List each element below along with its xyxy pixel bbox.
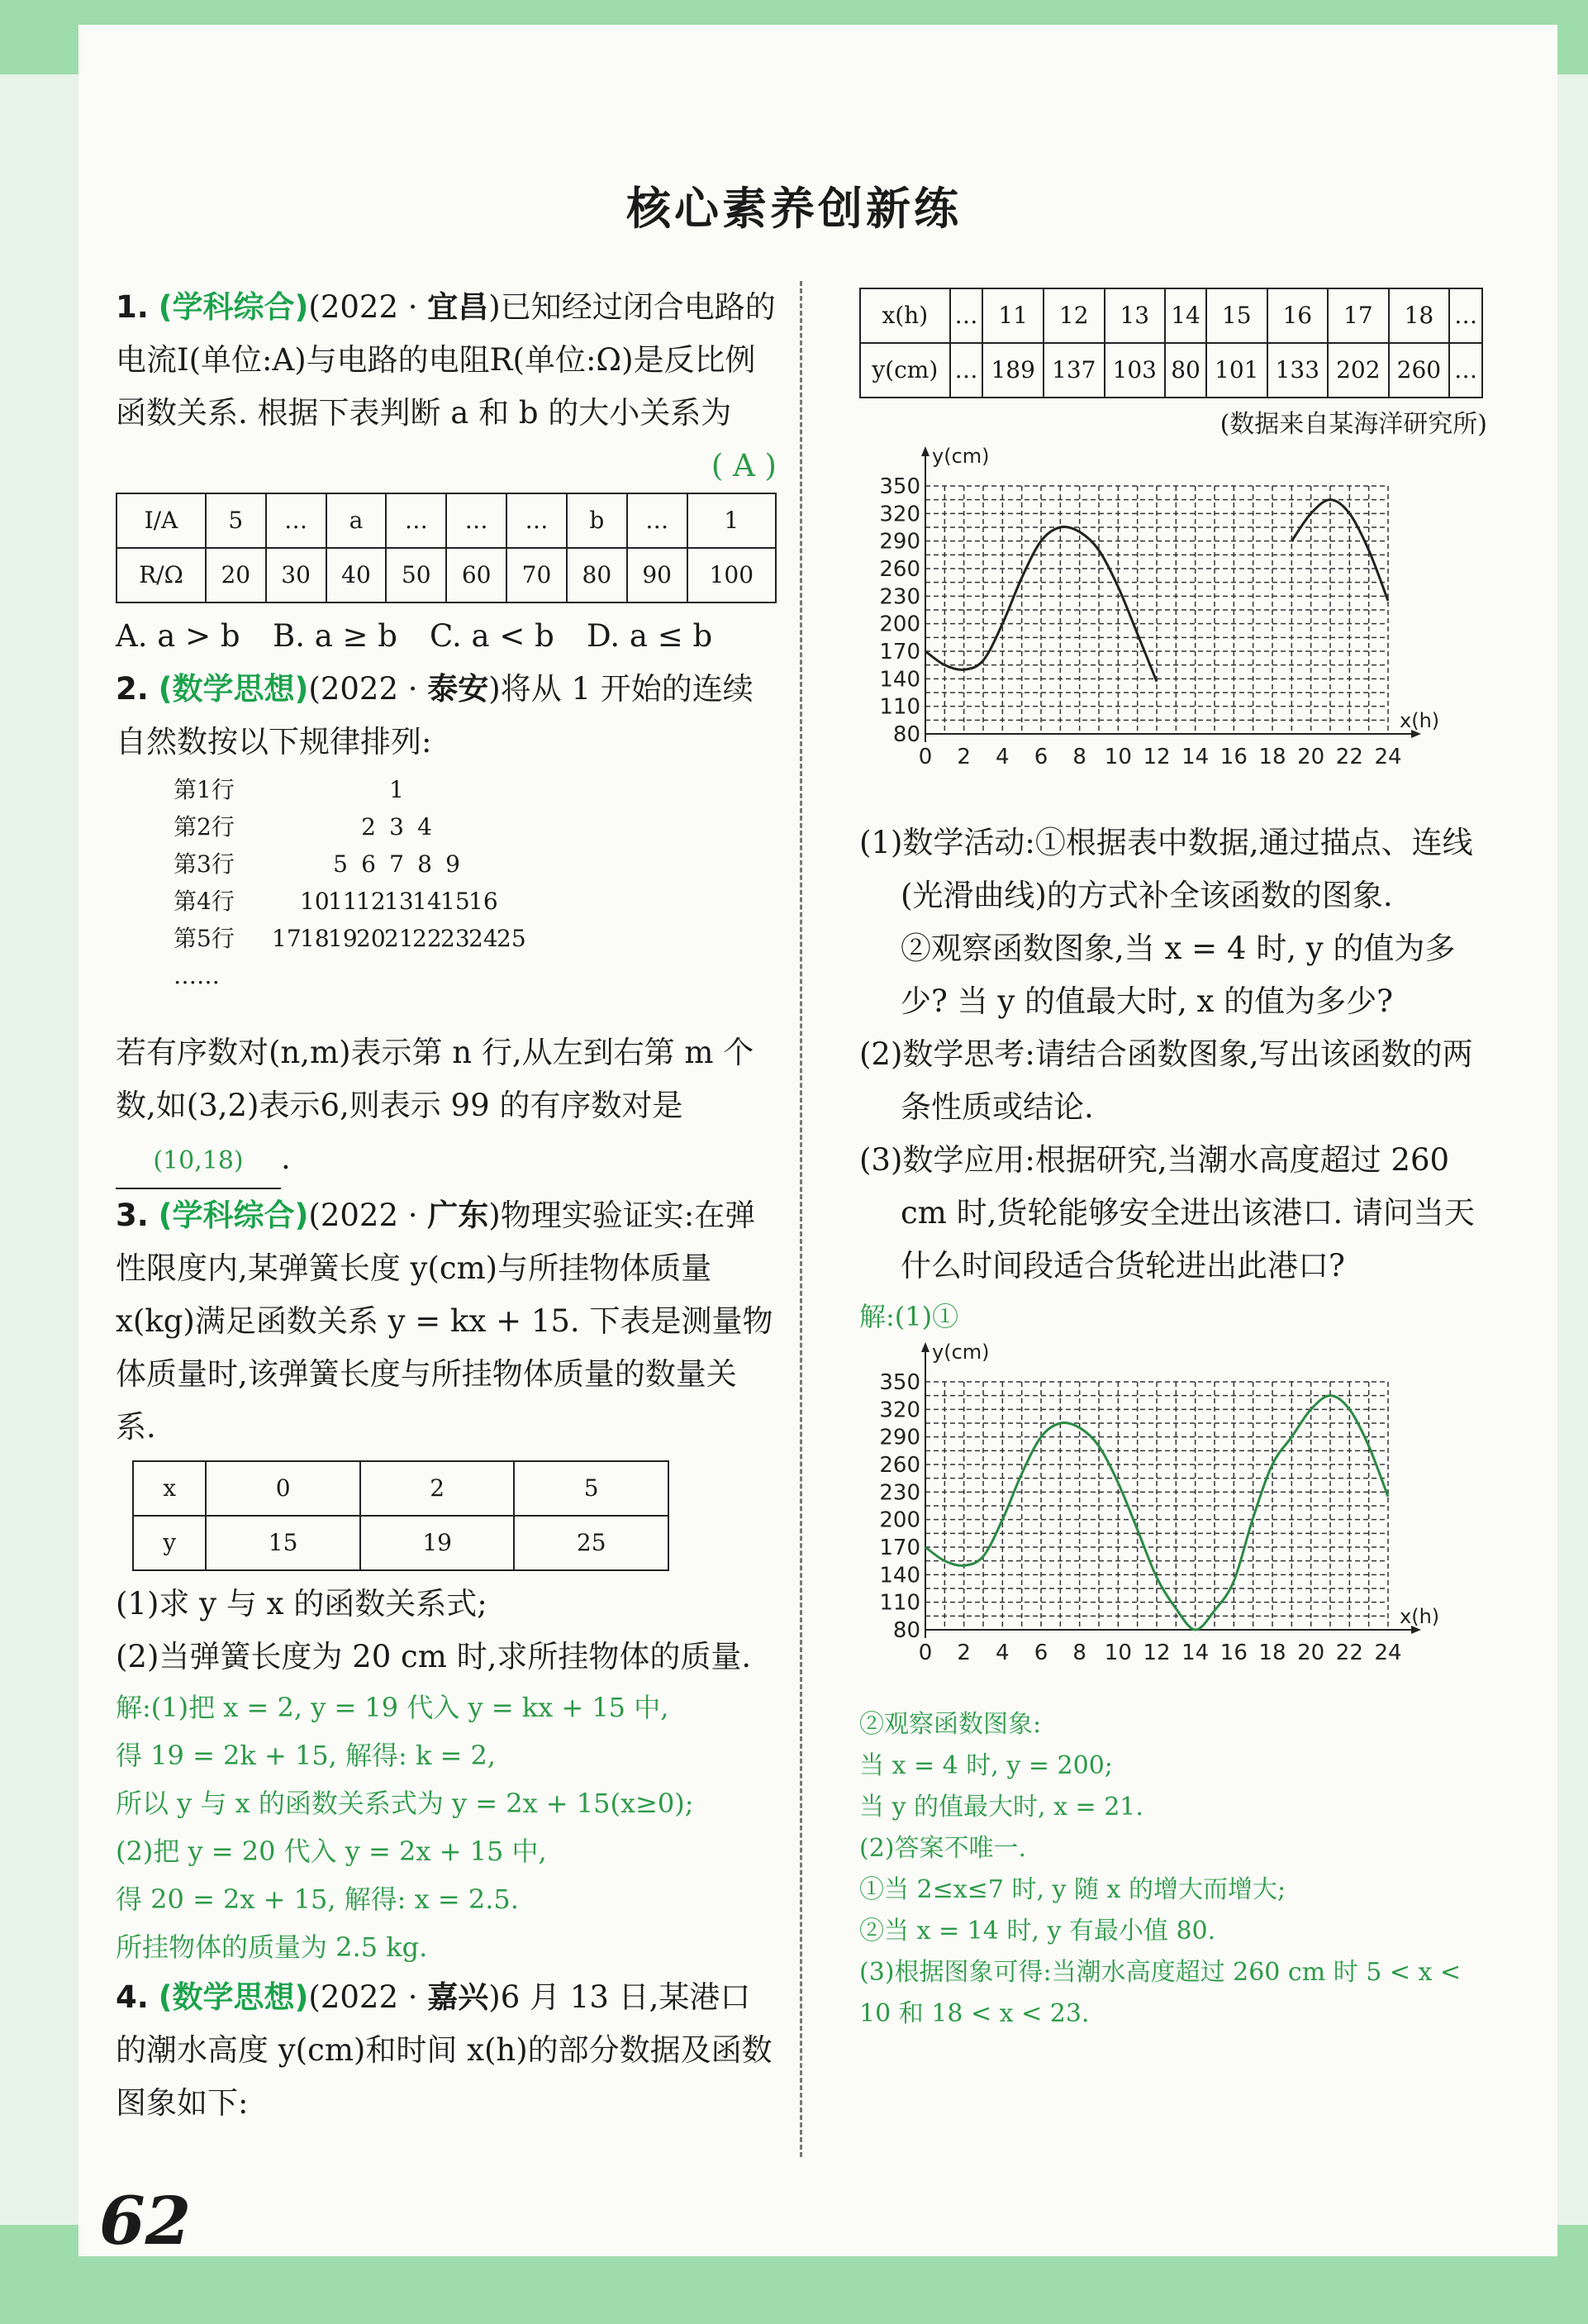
q4-sol-line: (2)答案不唯一. — [859, 1834, 1027, 1863]
x-axis-label: x(h) — [1400, 1605, 1440, 1628]
x-tick-label: 2 — [957, 745, 971, 769]
q4-table-cell: 80 — [1165, 343, 1206, 398]
q4-sol-line: ①当 2≤x≤7 时, y 随 x 的增大而增大; — [859, 1875, 1286, 1904]
y-tick-label: 110 — [879, 694, 920, 720]
q4-table-cell: … — [1449, 288, 1482, 343]
q1-table-cell: 90 — [627, 548, 687, 602]
q1-table-cell: … — [446, 493, 506, 548]
q4-table-cell: 12 — [1044, 288, 1105, 343]
y-tick-label: 170 — [879, 640, 920, 664]
q1-table-cell: I/A — [116, 493, 206, 548]
q4-sol-line: (3)根据图象可得:当潮水高度超过 260 cm 时 5 < x < 10 和 18 < x < 23. — [859, 1958, 1462, 2028]
q1-text: 已知经过闭合电路的电流I(单位:A)与电路的电阻R(单位:Ω)是反比例函数关系. 根据下表判断 a 和 b 的大小关系为 — [116, 289, 776, 431]
q2-number: 4 — [417, 813, 432, 841]
q1-choice-d: D. a ≤ b — [587, 618, 713, 654]
x-tick-label: 24 — [1374, 745, 1402, 769]
q4-table — [859, 288, 1483, 398]
x-axis-label: x(h) — [1400, 709, 1440, 732]
q2-text: 将从 1 开始的连续自然数按以下规律排列: — [116, 671, 754, 760]
q1-table — [116, 493, 777, 603]
q1-choice-a: A. a > b — [116, 618, 240, 654]
x-tick-label: 0 — [918, 1641, 933, 1665]
q3-sol-line: 得 20 = 2x + 15, 解得: x = 2.5. — [116, 1883, 519, 1915]
q1-choice-b: B. a ≥ b — [273, 618, 397, 654]
y-tick-label: 350 — [879, 474, 920, 499]
q2-part2 — [116, 1026, 777, 1189]
q1-table-cell: a — [326, 493, 387, 548]
q4-text: 6 月 13 日,某港口的潮水高度 y(cm)和时间 x(h)的部分数据及函数图象如下: — [116, 1979, 773, 2121]
q4-source-pre: (2022 · — [308, 1979, 428, 2015]
y-tick-label: 200 — [879, 612, 920, 637]
q4-table-cell: … — [950, 288, 983, 343]
q3-sol-line: 所挂物体的质量为 2.5 kg. — [116, 1931, 428, 1963]
left-column — [116, 281, 777, 2130]
y-tick-label: 140 — [879, 667, 920, 693]
q2-number: 20 — [356, 925, 386, 952]
page-title: 核心素养创新练 — [626, 183, 962, 235]
q3-sub1: (1)求 y 与 x 的函数关系式; — [116, 1586, 487, 1622]
q4-sol-line: 当 y 的值最大时, x = 21. — [859, 1793, 1143, 1822]
q4-table-cell: … — [1449, 343, 1482, 398]
q2-number: 15 — [440, 888, 470, 915]
x-tick-label: 22 — [1335, 1641, 1363, 1665]
y-tick-label: 230 — [879, 584, 920, 610]
x-tick-label: 8 — [1072, 1641, 1086, 1665]
y-tick-label: 170 — [879, 1536, 920, 1560]
q3-tag: (学科综合) — [158, 1198, 309, 1233]
x-tick-label: 14 — [1181, 1641, 1210, 1665]
q3-table — [132, 1460, 669, 1571]
y-tick-label: 290 — [879, 1425, 920, 1450]
q3-sol-line: 所以 y 与 x 的函数关系式为 y = 2x + 15(x≥0); — [116, 1788, 694, 1819]
q2-number: 21 — [384, 925, 414, 952]
q4-part1b: ②观察函数图象,当 x = 4 时, y 的值为多少? 当 y 的值最大时, x 的值为多少? — [901, 931, 1456, 1019]
y-tick-label: 200 — [879, 1507, 920, 1533]
y-tick-label: 140 — [879, 1563, 920, 1588]
q2-row-label: 第5行 — [174, 925, 235, 952]
x-tick-label: 2 — [957, 1641, 971, 1665]
q3-source-post: ) — [488, 1198, 501, 1233]
x-tick-label: 6 — [1034, 1641, 1048, 1665]
y-axis-arrow — [921, 446, 930, 456]
q2-number: 16 — [468, 888, 498, 915]
q2-text2: 若有序数对(n,m)表示第 n 行,从左到右第 m 个数,如(3,2)表示6,则表示 99 的有序数对是 — [116, 1035, 754, 1123]
q4-table-cell: 13 — [1105, 288, 1166, 343]
y-tick-label: 230 — [879, 1480, 920, 1506]
q4-table-cell: 17 — [1328, 288, 1389, 343]
q1-table-cell: 80 — [567, 548, 627, 602]
y-axis-label: y(cm) — [932, 445, 990, 468]
q3-sub2: (2)当弹簧长度为 20 cm 时,求所挂物体的质量. — [116, 1639, 752, 1674]
y-tick-label: 350 — [879, 1370, 920, 1395]
q1-table-cell: b — [567, 493, 627, 548]
q2-source-pre: (2022 · — [308, 671, 428, 707]
q2-number: 5 — [333, 850, 348, 878]
q3-table-cell: 19 — [360, 1516, 515, 1570]
x-tick-label: 10 — [1104, 745, 1132, 769]
q4-sol-line: ②观察函数图象: — [859, 1710, 1042, 1739]
q4-part1: (1)数学活动:①根据表中数据,通过描点、连线(光滑曲线)的方式补全该函数的图象. — [859, 825, 1473, 913]
q2-number: 10 — [300, 888, 330, 915]
q4-table-cell: 11 — [982, 288, 1044, 343]
q3-table-cell: 0 — [206, 1461, 360, 1516]
q3-sol-line: 得 19 = 2k + 15, 解得: k = 2, — [116, 1740, 497, 1771]
q3-sol-line: 解:(1)把 x = 2, y = 19 代入 y = kx + 15 中, — [116, 1692, 669, 1723]
q3-table-cell: 25 — [514, 1516, 668, 1570]
q2-number: 7 — [389, 850, 404, 878]
q4-table-cell: 202 — [1328, 343, 1389, 398]
q2-number: 1 — [389, 776, 404, 803]
q1-table-cell: R/Ω — [116, 548, 206, 602]
y-tick-label: 80 — [892, 722, 920, 747]
q3-table-cell: x — [133, 1461, 206, 1516]
q2-number: 9 — [445, 850, 460, 878]
x-tick-label: 24 — [1374, 1641, 1402, 1665]
q2-number: 13 — [384, 888, 414, 915]
q4-table-cell: 18 — [1389, 288, 1450, 343]
q2-number-triangle — [116, 774, 777, 1022]
x-tick-label: 10 — [1104, 1641, 1132, 1665]
q4-table-cell: 133 — [1267, 343, 1329, 398]
q2-source-post: ) — [488, 671, 501, 707]
question-1 — [116, 281, 777, 483]
q3-source-pre: (2022 · — [308, 1198, 428, 1233]
y-tick-label: 290 — [879, 529, 920, 555]
q2-source-city: 泰安 — [427, 671, 489, 707]
q2-number: 17 — [272, 925, 302, 952]
q1-table-cell: 60 — [446, 548, 506, 602]
q1-table-cell: … — [627, 493, 687, 548]
q1-table-cell: 100 — [687, 548, 776, 602]
y-tick-label: 110 — [879, 1590, 920, 1616]
q2-number: 18 — [300, 925, 330, 952]
q4-table-cell: 137 — [1044, 343, 1105, 398]
q2-row-label: …… — [174, 962, 220, 989]
x-tick-label: 18 — [1258, 1641, 1286, 1665]
y-tick-label: 80 — [892, 1618, 920, 1643]
q4-part2: (2)数学思考:请结合函数图象,写出该函数的两条性质或结论. — [859, 1036, 1473, 1125]
series-line-full — [925, 1396, 1388, 1630]
q4-table-cell: 16 — [1267, 288, 1329, 343]
q2-number: 19 — [328, 925, 358, 952]
series-line-part2 — [1291, 500, 1388, 601]
q2-number: 25 — [497, 925, 526, 952]
q1-table-cell: 20 — [206, 548, 266, 602]
q2-row-label: 第3行 — [174, 850, 235, 878]
q3-table-cell: 15 — [206, 1516, 360, 1570]
q2-row-label: 第1行 — [174, 776, 235, 803]
q4-part3: (3)数学应用:根据研究,当潮水高度超过 260 cm 时,货轮能够安全进出该港口. 请问当天什么时间段适合货轮进出此港口? — [859, 1142, 1475, 1283]
q4-source-post: ) — [488, 1979, 501, 2015]
q2-end: . — [281, 1141, 291, 1176]
q4-solution-head: 解:(1)① — [859, 1301, 959, 1332]
q4-table-cell: 103 — [1105, 343, 1166, 398]
x-tick-label: 6 — [1034, 745, 1048, 769]
x-tick-label: 16 — [1220, 745, 1248, 769]
q1-table-cell: … — [266, 493, 326, 548]
q2-row-label: 第4行 — [174, 888, 235, 915]
q1-choice-c: C. a < b — [430, 618, 554, 654]
q2-number: 3 — [389, 813, 404, 841]
q1-table-cell: 1 — [687, 493, 776, 548]
q1-choices — [116, 610, 777, 663]
q2-number: 24 — [468, 925, 498, 952]
q4-source-city: 嘉兴 — [427, 1979, 489, 2015]
q4-table-cell: … — [950, 343, 983, 398]
q1-table-cell: 50 — [386, 548, 446, 602]
q1-table-cell: 70 — [506, 548, 567, 602]
x-tick-label: 18 — [1258, 745, 1286, 769]
q4-sol-line: 当 x = 4 时, y = 200; — [859, 1751, 1113, 1780]
q4-table-cell: 14 — [1165, 288, 1206, 343]
question-4 — [116, 1971, 777, 2130]
q1-table-cell: … — [506, 493, 567, 548]
q1-number: 1. — [116, 289, 149, 325]
q2-number: 2. — [116, 671, 149, 707]
x-tick-label: 4 — [996, 745, 1010, 769]
q3-sol-line: (2)把 y = 20 代入 y = 2x + 15 中, — [116, 1836, 547, 1867]
question-2 — [116, 663, 777, 769]
q1-tag: (学科综合) — [158, 289, 309, 325]
y-tick-label: 320 — [879, 502, 920, 527]
q2-number: 8 — [417, 850, 432, 878]
x-tick-label: 20 — [1297, 745, 1325, 769]
q2-row-label: 第2行 — [174, 813, 235, 841]
q3-table-cell: y — [133, 1516, 206, 1570]
q1-table-cell: … — [386, 493, 446, 548]
x-tick-label: 16 — [1220, 1641, 1248, 1665]
y-tick-label: 260 — [879, 1453, 920, 1478]
q1-table-cell: 5 — [206, 493, 266, 548]
q2-number: 23 — [440, 925, 470, 952]
q4-solution — [859, 1704, 1487, 2035]
q4-sol-line: ②当 x = 14 时, y 有最小值 80. — [859, 1917, 1216, 1945]
q2-number: 12 — [356, 888, 386, 915]
page-number: 62 — [99, 2182, 192, 2260]
q2-tag: (数学思想) — [158, 671, 309, 707]
y-tick-label: 260 — [879, 557, 920, 582]
column-divider — [800, 281, 802, 2157]
x-tick-label: 22 — [1335, 745, 1363, 769]
q1-table-cell: 30 — [266, 548, 326, 602]
q1-table-cell: 40 — [326, 548, 387, 602]
q4-table-cell: y(cm) — [860, 343, 950, 398]
q2-answer: (10,18) — [116, 1135, 281, 1189]
x-tick-label: 4 — [996, 1641, 1010, 1665]
q4-table-cell: 189 — [982, 343, 1044, 398]
q1-source-post: ) — [488, 289, 501, 325]
x-tick-label: 12 — [1143, 745, 1171, 769]
tide-chart-partial — [859, 445, 1471, 800]
q3-table-cell: 5 — [514, 1461, 668, 1516]
y-axis-label: y(cm) — [932, 1341, 990, 1364]
y-tick-label: 320 — [879, 1398, 920, 1423]
x-tick-label: 0 — [918, 745, 933, 769]
y-axis-arrow — [921, 1342, 930, 1352]
tide-chart-complete — [859, 1341, 1471, 1688]
q3-text: 物理实验证实:在弹性限度内,某弹簧长度 y(cm)与所挂物体质量 x(kg)满足函数关系 y = kx + 15. 下表是测量物体质量时,该弹簧长度与所挂物体质量的数量关系. — [116, 1198, 773, 1445]
q2-number: 11 — [328, 888, 358, 915]
x-tick-label: 20 — [1297, 1641, 1325, 1665]
q4-table-cell: 260 — [1389, 343, 1450, 398]
x-tick-label: 8 — [1072, 745, 1086, 769]
q3-table-cell: 2 — [360, 1461, 515, 1516]
q3-source-city: 广东 — [427, 1198, 489, 1233]
x-tick-label: 14 — [1181, 745, 1210, 769]
question-3 — [116, 1189, 777, 1454]
q4-table-cell: 15 — [1206, 288, 1267, 343]
q3-number: 3. — [116, 1198, 149, 1233]
right-column — [859, 281, 1487, 2035]
q4-table-cell: x(h) — [860, 288, 950, 343]
q2-number: 22 — [412, 925, 442, 952]
q2-number: 2 — [361, 813, 376, 841]
q4-number: 4. — [116, 1979, 149, 2015]
q1-answer: ( A ) — [711, 448, 777, 483]
x-tick-label: 12 — [1143, 1641, 1171, 1665]
q2-number: 14 — [412, 888, 442, 915]
q1-source-pre: (2022 · — [308, 289, 428, 325]
q4-tag: (数学思想) — [158, 1979, 309, 2015]
q4-source: (数据来自某海洋研究所) — [1220, 410, 1487, 439]
q4-table-cell: 101 — [1206, 343, 1267, 398]
q1-source-city: 宜昌 — [427, 289, 489, 325]
q3-solution — [116, 1683, 777, 1971]
q2-number: 6 — [361, 850, 376, 878]
